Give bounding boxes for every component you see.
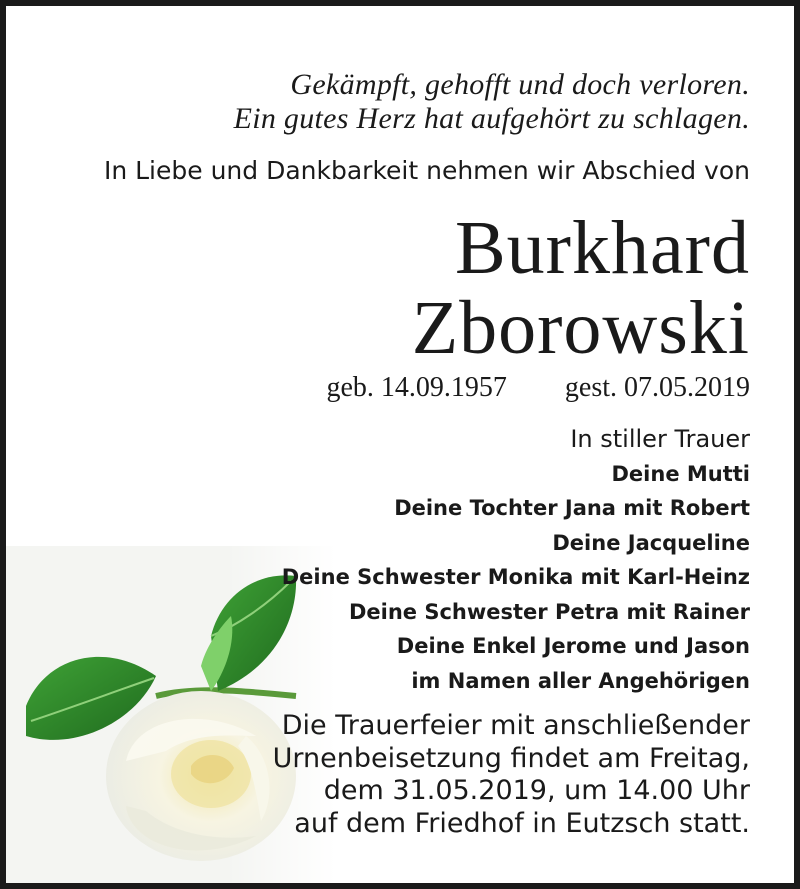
service-line: dem 31.05.2019, um 14.00 Uhr [323,775,750,806]
life-dates [326,372,750,404]
mourner-name: Deine Tochter Jana mit Robert [394,496,750,520]
mourner-name: Deine Schwester Petra mit Rainer [348,599,750,624]
mourner-name: Deine Jacqueline [552,530,750,555]
deceased-first-name: Burkhard [454,206,750,290]
mourners-heading: In stiller Trauer [570,425,750,453]
intro-text: In Liebe und Dankbarkeit nehmen wir Abschied von [103,156,750,185]
birth-date: geb. 14.09.1957 [326,372,507,403]
deceased-last-name: Zborowski [411,286,750,370]
mourner-name: Deine Mutti [611,461,750,486]
funeral-service-info [273,710,750,840]
mourners-list [282,422,750,698]
mourner-name: im Namen aller Angehörigen [411,668,750,693]
verse-line: Ein gutes Herz hat aufgehört zu schlagen. [233,102,750,135]
service-line: Die Trauerfeier mit anschließender [281,710,750,741]
verse-line: Gekämpft, gehofft und doch verloren. [290,68,750,101]
mourner-name: Deine Schwester Monika mit Karl-Heinz [281,565,750,589]
service-line: Urnenbeisetzung findet am Freitag, [272,742,750,774]
death-date: gest. 07.05.2019 [564,372,750,403]
service-line: auf dem Friedhof in Eutzsch statt. [294,807,750,839]
mourner-name: Deine Enkel Jerome und Jason [396,634,750,658]
